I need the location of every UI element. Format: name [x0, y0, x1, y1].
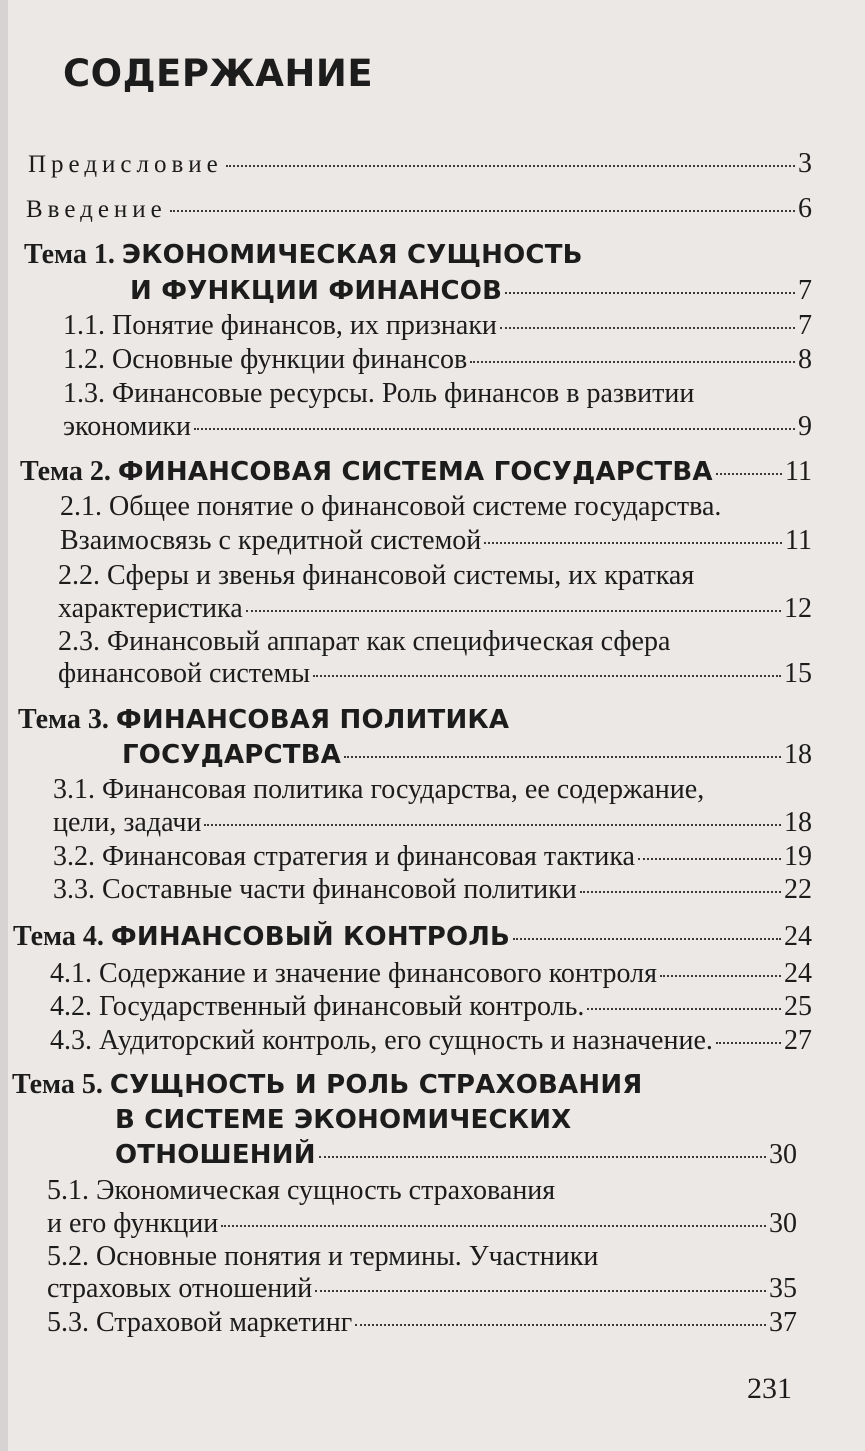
section-label: 4.2. Государственный финансовый контроль. [50, 991, 585, 1022]
section-3-1-line: 3.1. Финансовая политика государства, ее содержание, [53, 774, 705, 805]
topic-title-line: ФИНАНСОВАЯ СИСТЕМА ГОСУДАРСТВА [117, 457, 713, 487]
topic-1-heading [24, 238, 583, 272]
topic-4-entry [13, 920, 812, 954]
section-1-3-line: 1.3. Финансовые ресурсы. Роль финансов в развитии [63, 378, 695, 409]
leader-dots [470, 361, 795, 363]
leader-dots [221, 1225, 766, 1227]
toc-entry-introduction [26, 192, 812, 227]
page-edge [0, 0, 8, 1451]
section-page: 7 [798, 310, 812, 341]
leader-dots [204, 824, 781, 826]
page-number: 231 [747, 1372, 792, 1405]
section-1-2 [63, 343, 812, 377]
topic-prefix: Тема 1. [24, 239, 115, 270]
leader-dots [500, 327, 795, 329]
leader-dots [513, 938, 781, 940]
section-4-3 [50, 1024, 812, 1058]
topic-3-heading [18, 703, 509, 737]
section-page: 35 [769, 1273, 797, 1304]
topic-prefix: Тема 4. [13, 921, 104, 952]
leader-dots [587, 1008, 781, 1010]
topic-5-heading-line-2 [115, 1103, 571, 1137]
topic-5-heading [12, 1068, 643, 1102]
topic-prefix: Тема 2. [20, 456, 111, 487]
section-page: 24 [784, 958, 812, 989]
section-5-1 [47, 1207, 797, 1241]
leader-dots [716, 1042, 781, 1044]
topic-page: 11 [785, 456, 812, 487]
topic-page: 18 [784, 739, 812, 770]
topic-page: 30 [769, 1139, 797, 1170]
section-3-1 [53, 806, 812, 840]
section-page: 22 [784, 874, 812, 905]
section-page: 9 [798, 411, 812, 442]
section-label: 3.3. Составные части финансовой политики [53, 874, 577, 905]
section-page: 11 [785, 525, 812, 556]
section-page: 19 [784, 841, 812, 872]
topic-title-line: ЭКОНОМИЧЕСКАЯ СУЩНОСТЬ [121, 240, 583, 270]
section-1-1 [63, 309, 812, 343]
toc-entry-preface [28, 147, 812, 182]
section-label: страховых отношений [47, 1273, 313, 1304]
section-page: 15 [784, 658, 812, 689]
section-label: 5.3. Страховой маркетинг [47, 1307, 353, 1338]
toc-entry-label: Предисловие [28, 151, 223, 178]
section-5-2-line: 5.2. Основные понятия и термины. Участники [47, 1241, 599, 1272]
section-label: характеристика [58, 593, 243, 624]
section-2-3 [58, 657, 812, 691]
leader-dots [315, 1290, 766, 1292]
leader-dots [716, 473, 782, 475]
section-1-3 [63, 410, 812, 444]
leader-dots [484, 542, 782, 544]
page-title: СОДЕРЖАНИЕ [63, 52, 374, 95]
topic-title-line: ФИНАНСОВАЯ ПОЛИТИКА [115, 705, 510, 735]
toc-entry-page: 3 [798, 148, 812, 179]
section-page: 18 [784, 807, 812, 838]
topic-prefix: Тема 3. [18, 704, 109, 735]
section-page: 30 [769, 1208, 797, 1239]
section-page: 12 [784, 593, 812, 624]
topic-prefix: Тема 5. [12, 1069, 103, 1100]
topic-5-entry [115, 1138, 797, 1172]
section-label: Взаимосвязь с кредитной системой [60, 525, 482, 556]
topic-title-line: И ФУНКЦИИ ФИНАНСОВ [130, 276, 503, 306]
leader-dots [313, 675, 781, 677]
topic-title-line: В СИСТЕМЕ ЭКОНОМИЧЕСКИХ [115, 1105, 572, 1135]
leader-dots [246, 610, 781, 612]
section-4-2 [50, 990, 812, 1024]
section-5-2 [47, 1272, 797, 1306]
leader-dots [194, 428, 795, 430]
topic-heading [13, 920, 510, 954]
section-page: 25 [784, 991, 812, 1022]
leader-dots [226, 165, 795, 167]
leader-dots [319, 1156, 766, 1158]
section-2-3-line: 2.3. Финансовый аппарат как специфическая сфера [58, 626, 671, 657]
section-page: 8 [798, 344, 812, 375]
toc-entry-label: Введение [26, 196, 167, 223]
section-label: 1.2. Основные функции финансов [63, 344, 468, 375]
section-2-1-line: 2.1. Общее понятие о финансовой системе государства. [60, 491, 722, 522]
section-5-1-line: 5.1. Экономическая сущность страхования [47, 1175, 556, 1206]
topic-3-entry [122, 738, 812, 772]
topic-1-entry [130, 274, 812, 308]
topic-title-line: ФИНАНСОВЫЙ КОНТРОЛЬ [110, 922, 511, 952]
section-5-3 [47, 1306, 797, 1340]
leader-dots [344, 756, 781, 758]
leader-dots [580, 891, 781, 893]
section-label: и его функции [47, 1208, 219, 1239]
topic-page: 7 [798, 275, 812, 306]
section-2-1 [60, 524, 812, 558]
topic-title-line: СУЩНОСТЬ И РОЛЬ СТРАХОВАНИЯ [109, 1070, 643, 1100]
section-label: 3.2. Финансовая стратегия и финансовая тактика [53, 841, 635, 872]
leader-dots [505, 292, 795, 294]
topic-title-line: ОТНОШЕНИЙ [115, 1140, 316, 1170]
leader-dots [638, 858, 781, 860]
section-3-3 [53, 873, 812, 907]
toc-entry-page: 6 [798, 193, 812, 224]
section-label: 4.1. Содержание и значение финансового контроля [50, 958, 657, 989]
topic-2-entry [20, 455, 812, 489]
section-2-2-line: 2.2. Сферы и звенья финансовой системы, их краткая [58, 560, 695, 591]
section-4-1 [50, 957, 812, 991]
section-page: 37 [769, 1307, 797, 1338]
leader-dots [355, 1324, 766, 1326]
section-label: экономики [63, 411, 191, 442]
topic-page: 24 [784, 921, 812, 952]
section-label: финансовой системы [58, 658, 310, 689]
section-label: 4.3. Аудиторский контроль, его сущность и назначение. [50, 1025, 713, 1056]
topic-heading [20, 455, 713, 489]
leader-dots [170, 210, 795, 212]
section-label: 1.1. Понятие финансов, их признаки [63, 310, 497, 341]
section-page: 27 [784, 1025, 812, 1056]
section-label: цели, задачи [53, 807, 202, 838]
topic-title-line: ГОСУДАРСТВА [122, 740, 342, 770]
section-3-2 [53, 840, 812, 874]
leader-dots [660, 975, 781, 977]
section-2-2 [58, 592, 812, 626]
